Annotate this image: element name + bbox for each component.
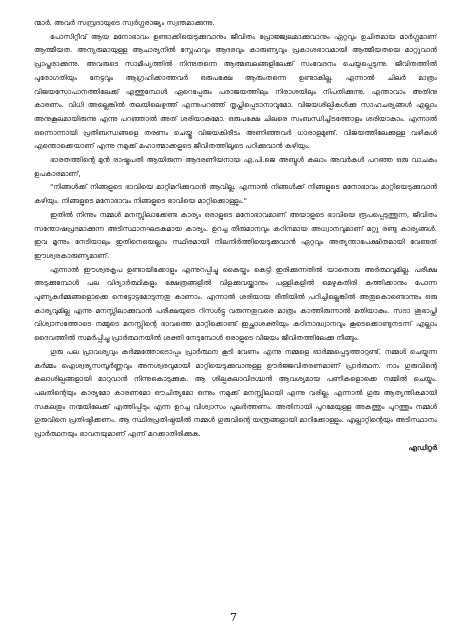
paragraph-7: ഗുരു പല പ്രാവശ്യവും കർമ്മത്തോടൊപ്പം പ്രാർത്ഥന കൂടി വേണം എന്നു നമ്മളെ ഓർമ്മപ്പെടുത്താറുണ്ട്. നമ്മൾ ചെയ്യുന്ന കർമ്മം ഐശ്വര്യസമ്പൂർണ്ണവും അനശ്വരവുമായി മാറ്റിയെടുക്കുവാനുള്ള ഊർജ്ജവിതരണമാണ് പ്രാർത്ഥന. നാം ഗുരുവിന്റെ കലാശില്പങ്ങളായി മാറുവാൻ നിന്നുകൊടുക്കുക. ആ ശില്പകലാവിദഗ്ദ്ധൻ ആവശ്യമായ പണികളൊക്കെ നമ്മിൽ ചെയ്യും. പലതിന്റെയും കാര്യമോ കാരണമോ ഔചിത്യമോ ഒന്നും നമുക്ക് മനസ്സിലായി എന്നു വരില്ല. എന്നാൽ ഗുരു ആത്യന്തികമായി സകലതും നന്മയിലേക്ക് എത്തിപ്പിടും എന്ന ഉറച്ച വിശ്വാസം പുലർത്തണം. അതിനായി പുറമേയുള്ള അകത്തും പുറത്തും നമ്മൾ ഗുരുവിനെ പ്രതിഷ്ഠിക്കണം. ആ സ്ഥിരപ്രതിഷ്ഠയിൽ നമ്മൾ ഗുരുവിന്റെ യന്ത്രങ്ങളായി മാറിക്കോള്ളും. എല്ലാറ്റിന്റെയും അടിസ്ഥാനം പ്രാർത്ഥനയും ഭാവനയുമാണ് എന്ന് മറക്കാതിരിക്കുക. (34, 346, 437, 439)
paragraph-1: ന്മാർ. അവർ സമ്പ്രദായുടെ സ്വർഗ്ഗരാജ്യം സ്വന്തമാക്കുന്നു. (34, 18, 215, 27)
page-content (34, 16, 437, 606)
paragraph-5: ഇതിൽ നിന്നും നമ്മൾ മനസ്സിലാക്കേണ്ട കാര്യം ഒരാളുടെ മനോഭാവമാണ് അയാളുടെ ഭാവിയെ രൂപപ്പെടുത്തുന്ന, ജീവിതം സന്തോഷപ്രദമാക്കുന്ന അടിസ്ഥാനഘടകമായ കാര്യം. ഉറച്ച തീരുമാനവും കഠിനമായ അധ്വാനവുമാണ് മറ്റു രണ്ടു കാര്യങ്ങൾ. ഇവ മൂന്നും നേടിയാലും ഇതിനെയെല്ലാം സ്ഥിരമായി നിലനിർത്തിയെടുക്കുവാൻ ഏറ്റവും അത്യന്താപേക്ഷിതമായി വേണ്ടത് ഈശ്വരകാരുണ്യമാണ്. (34, 209, 437, 260)
paragraph-2: പോസിറ്റീവ് ആയ മനോഭാവം ഉണ്ടാക്കിയെടുക്കുവാനും ജീവിതം പ്രോജ്ജ്വലമാക്കുവാനും ഏറ്റവും ഉചിതമായ മാർഗ്ഗമാണ് ആത്മീയത. അന്യരുമായുള്ള ആചാര്യനിൽ സ്നേഹവും ആദരവും കാരുണ്യവും പ്രകാശഭാവമായി ആത്മീയതയെ മാറ്റുവാൻ പ്രാപ്തരാക്കുന്നു. അവരുടെ സാമീപ്യത്തിൽ നിന്നുതന്നെ ആത്മബലങ്ങളിലേക്ക് സംവേദനം ചെയ്യപ്പെടുന്നു. ജീവിതത്തിൽ പുരോഗതിയും നേട്ടവും ആഗ്രഹിക്കാത്തവർ ഒരുപക്ഷേ ആരുംതന്നെ ഉണ്ടാകില്ല. എന്നാൽ ചിലർ മാത്രം വിജയസോപാനത്തിലേക്ക് എത്തുമ്പോൾ ഏറെപ്പേരും പരാജയത്തിലും നിരാശയിലും നിപതിക്കുന്നു. എന്താവാം അതിനു കാരണം. വിധി അല്ലെങ്കിൽ തലയിലെഴുത്ത് എന്നുപറഞ്ഞ് തൃപ്തിപ്പെടാനാവുമോ. വിജയശില്പികൾക്കു സാഹചര്യങ്ങൾ എല്ലാം അനുകൂലമായിരുന്നു എന്നു പറഞ്ഞാൽ അത് ശരിയാകുമോ. ഒരുപക്ഷേ ചിലരെ സംബന്ധിച്ചിടത്തോളം ശരിയാകാം. എന്നാൽ ഒന്നൊന്നായി പ്രതിബന്ധങ്ങളെ തരണം ചെയ്തു വിജയകിരീടം അണിഞ്ഞവർ ധാരാളമുണ്ട്. വിജയത്തിലേക്കുള്ള വഴികൾ എന്തൊക്കെയാണ് എന്നു നമുക്ക് മഹാത്മാക്കളുടെ ജീവിതത്തിലൂടെ പഠിക്കുവാൻ കഴിയും. (34, 31, 437, 151)
paragraph-3: ഭാരതത്തിന്റെ മുൻ രാഷ്ട്രപതി ആയിരുന്ന ആദരണീയനായ എ.പി.ജെ അബ്ദുൾ കലാം അവർകൾ പറഞ്ഞ ഒരു വാചകം ഉപകാരമാണ്, (34, 155, 437, 178)
quote-paragraph: "നിങ്ങൾക്ക് നിങ്ങളുടെ ഭാവിയെ മാറ്റിമറിക്കുവാൻ ആവില്ല. എന്നാൽ നിങ്ങൾക്ക് നിങ്ങളുടെ മനോഭാവം മാറ്റിയെടുക്കുവാൻ കഴിയും. നിങ്ങളുടെ മനോഭാവം നിങ്ങളുടെ ഭാവിയെ മാറ്റിക്കൊള്ളും." (34, 182, 437, 206)
paragraph-6: എന്നാൽ ഈശ്വരകൃപ ഉണ്ടായിക്കോളും എന്നുറപ്പിച്ചു കൈയ്യും കെട്ടി ഇരിക്കുന്നതിൽ യാതൊരു അർത്ഥവുമില്ല. പരീക്ഷ അടുക്കുമ്പോൾ പല വിദ്യാർത്ഥികളും ക്ഷേത്രങ്ങളിൽ വിളക്കുവയ്ക്കാനും പള്ളികളിൽ മെഴുകുതിരി കത്തിക്കാനും പോന്ന പുണ്യകർമ്മങ്ങളൊക്കെ നെട്ടോട്ടമോടുന്നതു കാണാം. എന്നാൽ ശരിയായ രീതിയിൽ പഠിച്ചില്ലെങ്കിൽ അതുകൊണ്ടൊന്നും ഒരു കാര്യവുമില്ല എന്നു മനസ്സിലാക്കുവാൻ പരീക്ഷയുടെ റിസൾട്ടു വരുന്നതുവരെ മാത്രം കാത്തിരുന്നാൽ മതിയാകും. സദാ ശുഭാപ്തി വിശ്വാസത്തോടെ നമ്മുടെ മനസ്സിന്റെ ഭാവത്തെ മാറ്റിക്കൊണ്ട് ഇച്ഛാശക്തിയും കഠിനാദ്ധ്വാനവും കൂടെക്കൊണ്ടുനടന്ന് എല്ലാം ദൈവത്തിൽ സമർപ്പിച്ചു പ്രാർത്ഥനയിൽ ശക്തി നേടുമ്പോൾ ഒരാളുടെ വിജയം ജീവിതത്തിലേക്കു നീങ്ങും. (34, 264, 437, 343)
page-number: 7 (230, 611, 237, 624)
editor-signature: എഡിറ്റർ (408, 442, 437, 452)
